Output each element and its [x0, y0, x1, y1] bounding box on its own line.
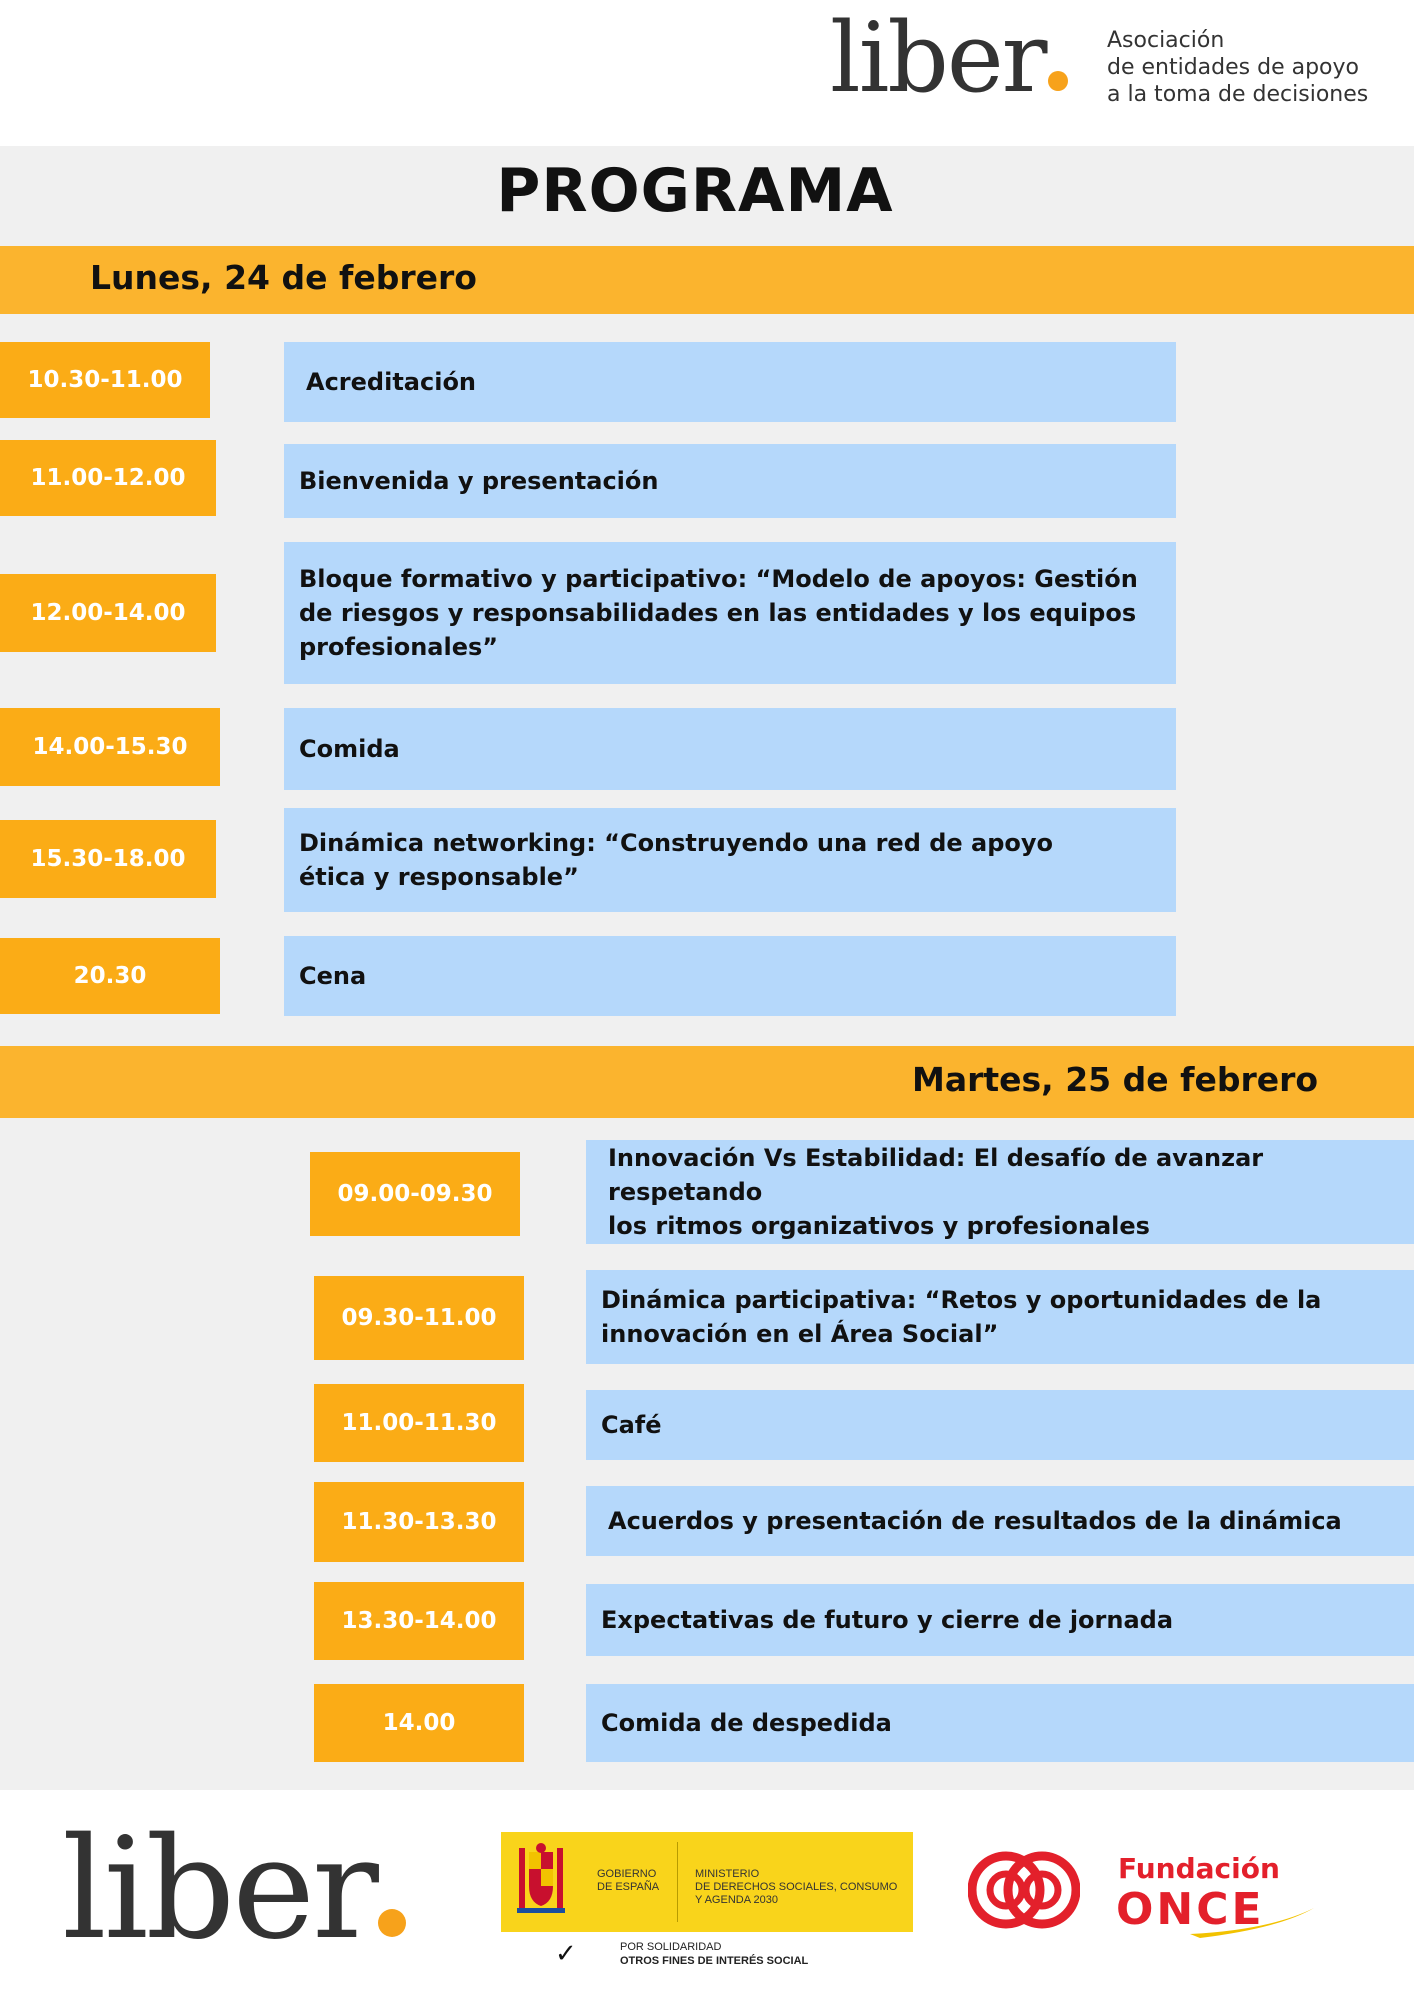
ministry-label	[695, 1868, 897, 1907]
divider	[677, 1842, 678, 1922]
solidarity-label	[620, 1940, 808, 1968]
once-name: ONCE	[1116, 1884, 1265, 1935]
session-title	[284, 542, 1176, 684]
checkmark-icon: ✓	[555, 1938, 577, 1968]
day-title-tuesday: Martes, 25 de febrero	[912, 1060, 1319, 1099]
logo-dot-icon	[378, 1909, 406, 1937]
session-line: Innovación Vs Estabilidad: El desafío de avanzar respetando	[608, 1144, 1264, 1206]
session-title	[284, 444, 1176, 518]
tagline-line: de entidades de apoyo	[1107, 55, 1359, 80]
logo-dot-icon	[1048, 71, 1068, 91]
session-time: 09.30-11.00	[314, 1276, 524, 1360]
session-line: Dinámica networking: “Construyendo una red de apoyo	[299, 829, 1054, 857]
solidarity-line: OTROS FINES DE INTERÉS SOCIAL	[620, 1955, 809, 1967]
session-title	[284, 342, 1176, 422]
session-time: 14.00	[314, 1684, 524, 1762]
session-line: Comida	[299, 735, 400, 763]
tagline-line: Asociación	[1107, 28, 1225, 53]
session-line: Acreditación	[306, 368, 477, 396]
session-title	[284, 936, 1176, 1016]
ministry-line: DE DERECHOS SOCIALES, CONSUMO	[695, 1881, 898, 1893]
ministry-line: Y AGENDA 2030	[695, 1894, 778, 1906]
session-time: 11.00-11.30	[314, 1384, 524, 1462]
gov-label	[597, 1868, 659, 1894]
session-line: Cena	[299, 962, 367, 990]
session-title	[586, 1390, 1414, 1460]
session-title	[586, 1584, 1414, 1656]
session-time: 10.30-11.00	[0, 342, 210, 418]
solidarity-line: POR SOLIDARIDAD	[620, 1941, 722, 1953]
session-line: profesionales”	[299, 633, 499, 661]
gov-line: GOBIERNO	[597, 1868, 657, 1880]
session-line: Café	[601, 1411, 662, 1439]
once-label: Fundación	[1118, 1852, 1280, 1885]
association-tagline	[1107, 27, 1368, 108]
session-line: Expectativas de futuro y cierre de jornada	[601, 1606, 1174, 1634]
session-time: 14.00-15.30	[0, 708, 220, 786]
gov-line: DE ESPAÑA	[597, 1881, 660, 1893]
session-title	[586, 1270, 1414, 1364]
session-title	[586, 1486, 1414, 1556]
liber-logo-footer: liber	[62, 1820, 406, 1960]
session-title	[586, 1140, 1414, 1244]
session-line: los ritmos organizativos y profesionales	[608, 1212, 1150, 1240]
ministry-line: MINISTERIO	[695, 1868, 760, 1880]
session-time: 20.30	[0, 938, 220, 1014]
session-time: 09.00-09.30	[310, 1152, 520, 1236]
session-time: 15.30-18.00	[0, 820, 216, 898]
session-time: 11.30-13.30	[314, 1482, 524, 1562]
session-line: ética y responsable”	[299, 863, 579, 891]
session-line: innovación en el Área Social”	[601, 1320, 999, 1348]
session-line: de riesgos y responsabilidades en las entidades y los equipos	[299, 599, 1137, 627]
tagline-line: a la toma de decisiones	[1107, 82, 1369, 107]
session-line: Comida de despedida	[601, 1709, 892, 1737]
session-line: Bienvenida y presentación	[299, 467, 659, 495]
session-line: Dinámica participativa: “Retos y oportunidades de la	[601, 1286, 1322, 1314]
swoosh-icon	[1180, 1900, 1320, 1940]
government-logo	[501, 1832, 913, 1932]
liber-logo: liber	[830, 10, 1068, 106]
day-title-monday: Lunes, 24 de febrero	[90, 258, 477, 297]
session-title	[284, 808, 1176, 912]
page-title: PROGRAMA	[496, 156, 894, 226]
session-title	[586, 1684, 1414, 1762]
session-time: 11.00-12.00	[0, 440, 216, 516]
session-time: 12.00-14.00	[0, 574, 216, 652]
once-logo-icon	[968, 1848, 1080, 1932]
session-line: Acuerdos y presentación de resultados de la dinámica	[608, 1507, 1342, 1535]
session-title	[284, 708, 1176, 790]
session-line: Bloque formativo y participativo: “Modelo de apoyos: Gestión	[299, 565, 1138, 593]
coat-of-arms-icon	[515, 1842, 567, 1920]
session-time: 13.30-14.00	[314, 1582, 524, 1660]
